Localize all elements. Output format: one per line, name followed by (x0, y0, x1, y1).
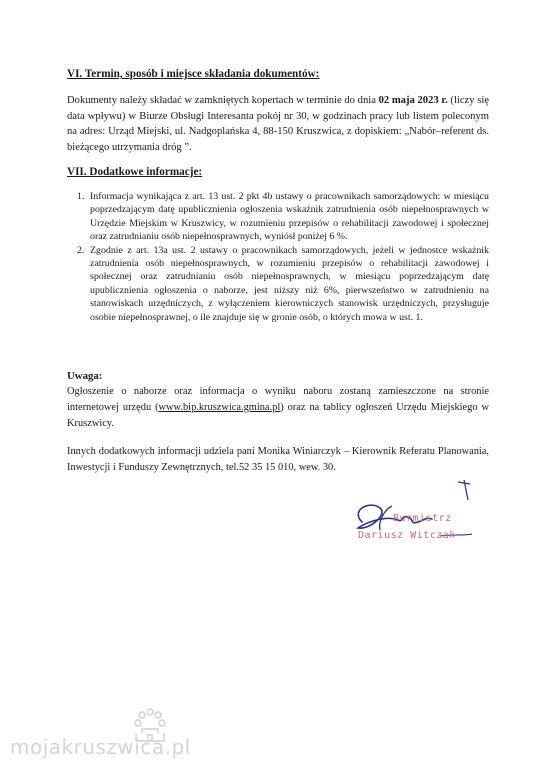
list-item-number: 2. (77, 244, 85, 256)
list-item-text: Zgodnie z art. 13a ust. 2 ustawy o pracownikach samorządowych, jeżeli w jednostce wskaźnik zatrudnienia osób niepełnosprawnych, w rozumieniu przepisów o rehabilitacji zawodowej i społecznej oraz zatrudnianiu osób niepełnosprawnych, w miesiącu poprzedzającym datę upublicznienia ogłoszenia o naborze, jest niższy niż 6%, pierwszeństwo w zatrudnieniu na stanowiskach urzędniczych, z wyłączeniem kierowniczych stanowisk urzędniczych, przysługuje osobie niepełnosprawnej, o ile znajduje się w gronie osób, o których mowa w ust. 1. (90, 244, 489, 323)
stamp-title: Burmistrz (393, 513, 452, 524)
bip-link[interactable]: www.bip.kruszwica.gmina.pl (158, 402, 281, 413)
list-item (67, 190, 489, 244)
note-label: Uwaga: (67, 370, 103, 382)
section-6-heading: VI. Termin, sposób i miejsce składania dokumentów: (67, 68, 320, 80)
section-7-heading: VII. Dodatkowe informacje: (67, 166, 203, 178)
note-paragraph (67, 384, 489, 432)
list-item-number: 1. (77, 191, 85, 202)
note-text-after: ) oraz na tablicy ogłoszeń Urzędu Miejskiego w Kruszwicy. (67, 402, 489, 429)
note-text-before: Ogłoszenie o naborze oraz informacja o wyniku naboru zostaną zamieszczone na stronie internetowej urzędu ( (67, 386, 489, 413)
list-item-text: Informacja wynikająca z art. 13 ust. 2 pkt 4b ustawy o pracownikach samorządowych: w miesiącu poprzedzającym datę upublicznienia ogłoszenia wskaźnik zatrudnienia osób niepełnosprawnych w Urzędzie Miejskim w Kruszwicy, w rozumieniu przepisów o rehabilitacji zawodowej i społecznej oraz zatrudnianiu osób niepełnosprawnych, wyniósł poniżej 6 %. (90, 191, 489, 243)
section-6-text-after: (liczy się data wpływu) w Biurze Obsługi Interesanta pokój nr 30, w godzinach pracy lub listem poleconym na adres: Urząd Miejski, ul. Nadgoplańska 4, 88-150 Kruszwica, z dopiskiem: „Nabór–referent ds. bieżącego utrzymania dróg ”. (67, 95, 489, 153)
section-6-text-before: Dokumenty należy składać w zamkniętych kopertach w terminie do dnia (67, 95, 379, 106)
site-watermark: mojakruszwica.pl (10, 735, 191, 759)
deadline-date: 02 maja 2023 r. (378, 95, 448, 106)
stamp-name: Dariusz Witczak (358, 530, 456, 541)
contact-paragraph: Innych dodatkowych informacji udziela pani Monika Winiarczyk – Kierownik Referatu Planowania, Inwestycji i Funduszy Zewnętrznych, tel.52 35 15 010, wew. 30. (67, 446, 489, 473)
additional-info-list (67, 190, 489, 324)
section-6-paragraph (67, 93, 489, 155)
list-item (67, 244, 489, 324)
